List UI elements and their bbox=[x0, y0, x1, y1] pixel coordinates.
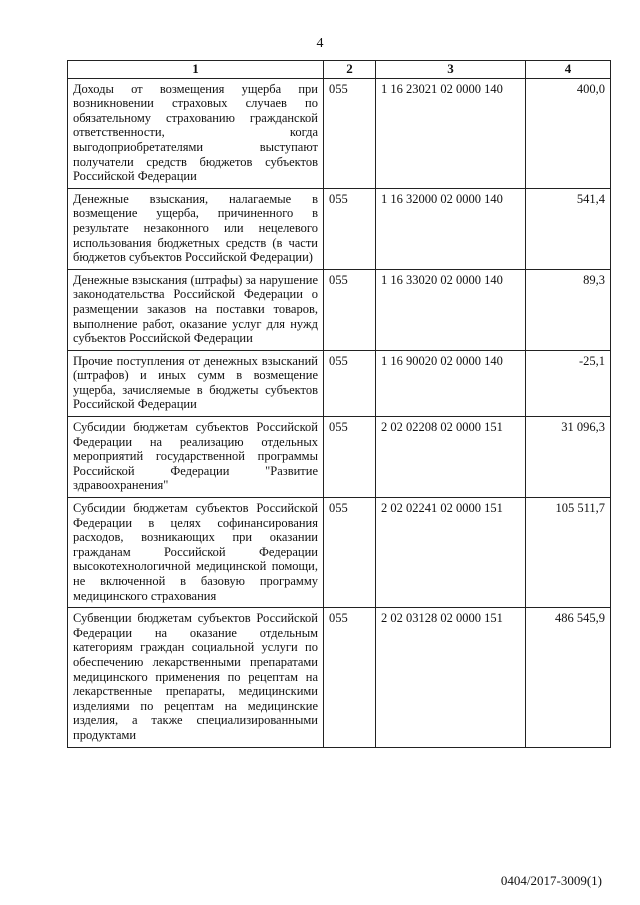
row-amount: 541,4 bbox=[526, 188, 611, 269]
column-header-3: 3 bbox=[376, 61, 526, 79]
row-income-code: 1 16 32000 02 0000 140 bbox=[376, 188, 526, 269]
row-amount: 486 545,9 bbox=[526, 608, 611, 747]
row-description: Субсидии бюджетам субъектов Российской Федерации в целях софинансирования расходов, возникающих при оказании гражданам Российской Федерации высокотехнологичной медицинской помощи, не включенной в базовую программу медицинского страхования bbox=[68, 498, 324, 608]
table-row bbox=[68, 188, 611, 269]
row-amount: 31 096,3 bbox=[526, 417, 611, 498]
row-description: Доходы от возмещения ущерба при возникновении страховых случаев по обязательному страхованию гражданской ответственности, когда выгодоприобретателями выступают получатели средств бюджетов субъектов Российской Федерации bbox=[68, 78, 324, 188]
row-admin-code: 055 bbox=[324, 188, 376, 269]
row-description: Прочие поступления от денежных взысканий (штрафов) и иных сумм в возмещение ущерба, зачисляемые в бюджеты субъектов Российской Федерации bbox=[68, 350, 324, 416]
row-amount: -25,1 bbox=[526, 350, 611, 416]
row-admin-code: 055 bbox=[324, 269, 376, 350]
row-admin-code: 055 bbox=[324, 498, 376, 608]
row-description: Субвенции бюджетам субъектов Российской Федерации на оказание отдельным категориям граждан социальной услуги по обеспечению лекарственными препаратами медицинского применения по рецептам на лекарственные препараты, медицинскими изделиями по рецептам на медицинские изделия, а также специализированными продуктами bbox=[68, 608, 324, 747]
column-header-2: 2 bbox=[324, 61, 376, 79]
table-row bbox=[68, 78, 611, 188]
row-income-code: 2 02 02208 02 0000 151 bbox=[376, 417, 526, 498]
row-income-code: 2 02 02241 02 0000 151 bbox=[376, 498, 526, 608]
row-description: Субсидии бюджетам субъектов Российской Федерации на реализацию отдельных мероприятий государственной программы Российской Федерации "Развитие здравоохранения" bbox=[68, 417, 324, 498]
page-number: 4 bbox=[316, 36, 324, 51]
row-description: Денежные взыскания, налагаемые в возмещение ущерба, причиненного в результате незаконного или нецелевого использования бюджетных средств (в части бюджетов субъектов Российской Федерации) bbox=[68, 188, 324, 269]
row-admin-code: 055 bbox=[324, 350, 376, 416]
row-income-code: 1 16 33020 02 0000 140 bbox=[376, 269, 526, 350]
row-admin-code: 055 bbox=[324, 608, 376, 747]
revenue-table bbox=[67, 60, 611, 748]
table-header-row bbox=[68, 61, 611, 79]
column-header-1: 1 bbox=[68, 61, 324, 79]
table-row bbox=[68, 350, 611, 416]
row-admin-code: 055 bbox=[324, 78, 376, 188]
row-income-code: 1 16 23021 02 0000 140 bbox=[376, 78, 526, 188]
column-header-4: 4 bbox=[526, 61, 611, 79]
row-amount: 89,3 bbox=[526, 269, 611, 350]
table-row bbox=[68, 417, 611, 498]
table-row bbox=[68, 608, 611, 747]
row-amount: 400,0 bbox=[526, 78, 611, 188]
row-income-code: 1 16 90020 02 0000 140 bbox=[376, 350, 526, 416]
row-income-code: 2 02 03128 02 0000 151 bbox=[376, 608, 526, 747]
row-description: Денежные взыскания (штрафы) за нарушение законодательства Российской Федерации о размещении заказов на поставки товаров, выполнение работ, оказание услуг для нужд субъектов Российской Федерации bbox=[68, 269, 324, 350]
document-code: 0404/2017-3009(1) bbox=[500, 873, 602, 888]
row-amount: 105 511,7 bbox=[526, 498, 611, 608]
table-row bbox=[68, 269, 611, 350]
row-admin-code: 055 bbox=[324, 417, 376, 498]
table-row bbox=[68, 498, 611, 608]
